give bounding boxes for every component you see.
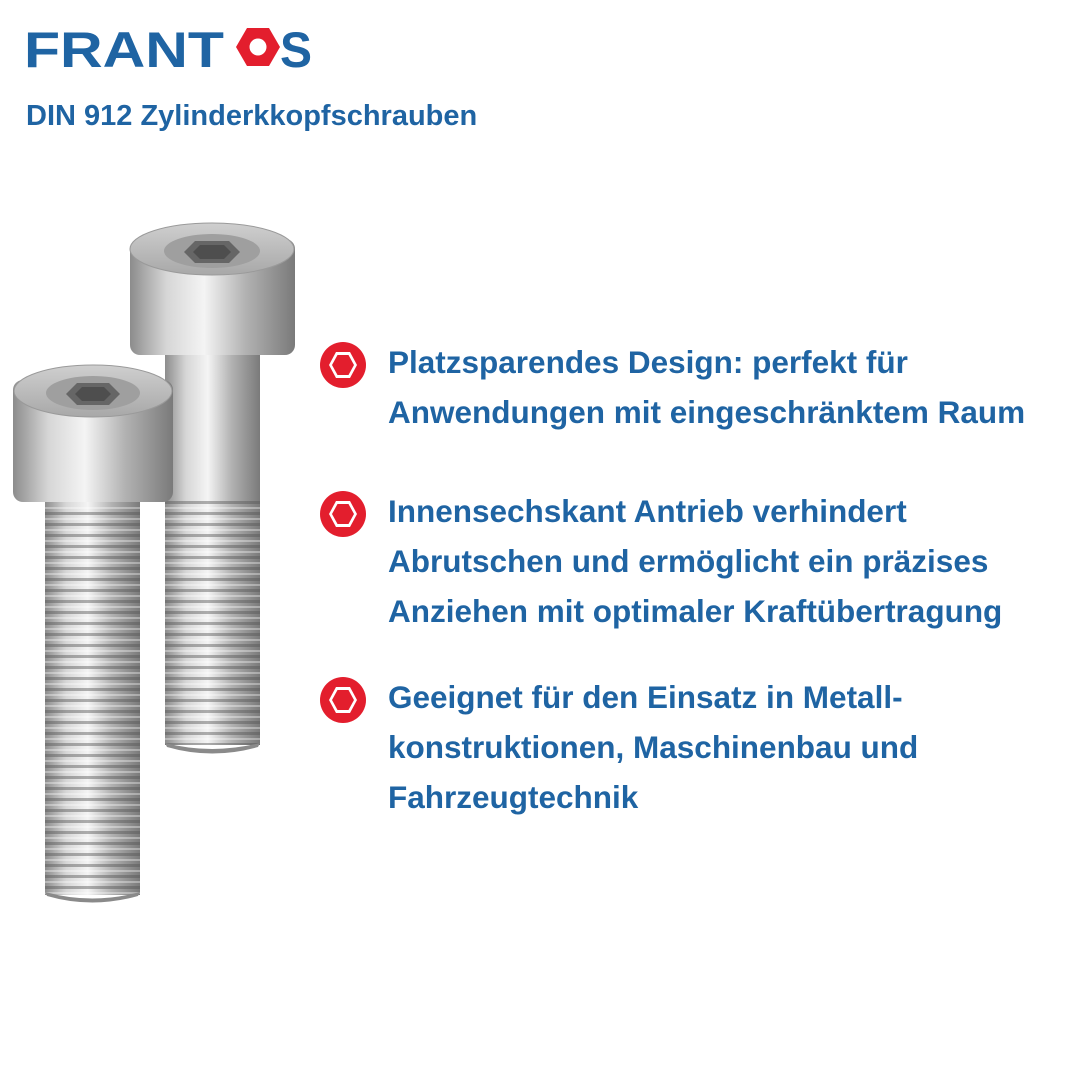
feature-text-3: Geeignet für den Einsatz in Metall- konstruktionen, Maschinenbau und Fahrzeugtechnik bbox=[388, 679, 919, 815]
screw-front bbox=[13, 365, 173, 903]
feature-item-2 bbox=[318, 486, 1080, 636]
red-hex-nut-icon bbox=[318, 340, 368, 390]
logo-nut-icon bbox=[236, 28, 280, 66]
page-subtitle: DIN 912 Zylinderkkopfschrauben bbox=[26, 100, 478, 132]
red-hex-nut-icon bbox=[318, 489, 368, 539]
logo-text-part-1: FRANT bbox=[24, 22, 224, 72]
feature-text-2: Innensechskant Antrieb verhindert Abrutschen und ermöglicht ein präzises Anziehen mit optimaler Kraftübertragung bbox=[388, 493, 1003, 629]
feature-item-1 bbox=[318, 337, 1080, 437]
frantos-logo bbox=[24, 22, 314, 72]
feature-text-1: Platzsparendes Design: perfekt für Anwendungen mit eingeschränktem Raum bbox=[388, 344, 1026, 430]
socket-head-cap-screws-icon bbox=[0, 215, 320, 915]
feature-item-3 bbox=[318, 672, 1080, 822]
logo-text-part-2: S bbox=[280, 22, 312, 72]
red-hex-nut-icon bbox=[318, 675, 368, 725]
